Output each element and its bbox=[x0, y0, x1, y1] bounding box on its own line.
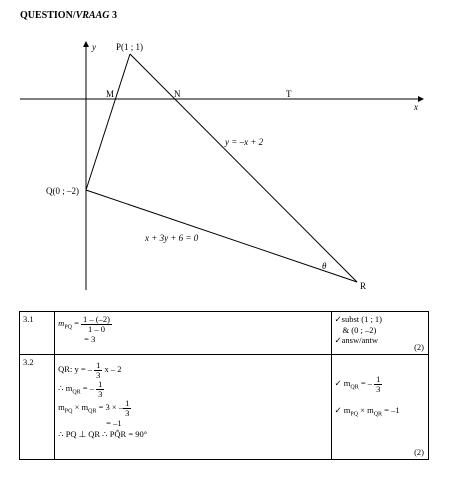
working-3-1: $m_{PQ}$ = $\frac{1 - (-2)}{1 - 0}$ = 3 bbox=[55, 312, 331, 355]
marks-3-2: ✓ $m_{QR}$ = – $\frac{1}{3}$ ✓ $m_{PQ} \times m_{QR} = -1$ (2) bbox=[331, 355, 428, 460]
marks-3-1: ✓subst (1 ; 1) & (0 ; –2) ✓answ/antw (2) bbox=[331, 312, 428, 355]
point-t-label: T bbox=[286, 89, 292, 99]
point-n-label: N bbox=[174, 89, 181, 99]
memo-row-3-1 bbox=[20, 312, 429, 355]
working-3-2: QR: y = – $\frac{1}{3}$ x – 2 ∴ $m_{QR}$ = – $\frac{1}{3}$ $m_{PQ} \times m_{QR} = 3$ × – $\frac{1}{3}$ = –1 ∴ PQ ⊥ QR ∴ PQ̂R = 90° bbox=[55, 355, 331, 460]
point-m-label: M bbox=[106, 89, 115, 99]
question-number: 3.1 bbox=[20, 312, 55, 355]
point-p-label: P(1 ; 1) bbox=[116, 42, 143, 52]
y-axis-label: y bbox=[92, 42, 96, 52]
line-pr-equation: y = –x + 2 bbox=[225, 137, 264, 147]
fraction-gradient: $\frac{1 - (-2)}{1 - 0}$ bbox=[83, 314, 110, 334]
memo-table bbox=[19, 311, 429, 460]
point-r-label: R bbox=[360, 281, 367, 291]
total-marks: (2) bbox=[414, 447, 424, 457]
point-q-label: Q(0 ; –2) bbox=[46, 186, 79, 196]
question-number: 3.2 bbox=[20, 355, 55, 460]
triangle-pqr bbox=[86, 54, 357, 282]
total-marks: (2) bbox=[414, 342, 424, 352]
question-title: QUESTION/VRAAG 3 bbox=[20, 10, 117, 21]
line-qr-equation: x + 3y + 6 = 0 bbox=[145, 233, 199, 243]
x-axis-label: x bbox=[414, 102, 418, 112]
angle-theta-label: θ bbox=[322, 261, 327, 271]
memo-row-3-2 bbox=[20, 355, 429, 460]
